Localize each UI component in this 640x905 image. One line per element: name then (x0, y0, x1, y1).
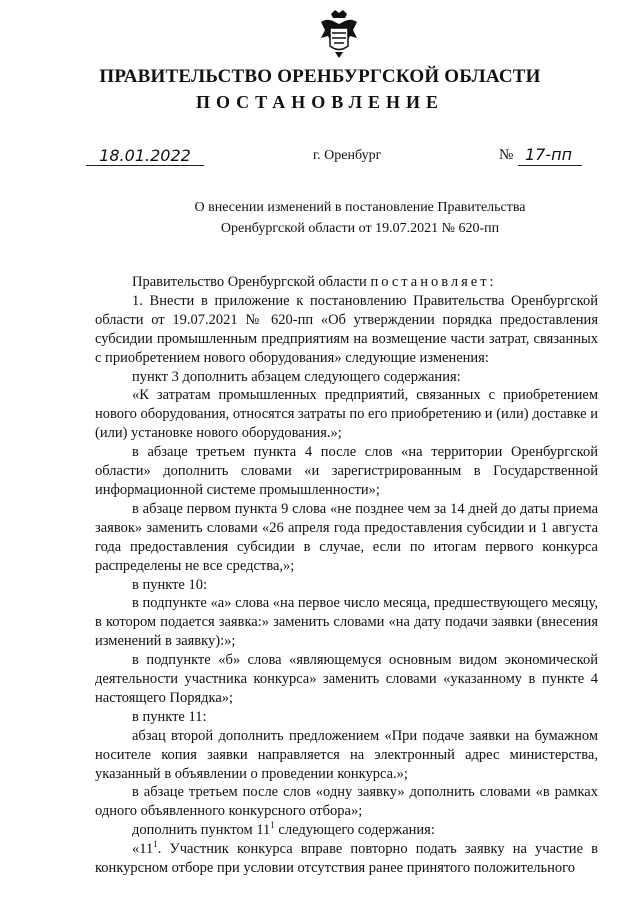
number-label: № (499, 147, 514, 163)
paragraph: пункт 3 дополнить абзацем следующего содержания: (132, 368, 461, 385)
paragraph (95, 840, 598, 878)
paragraph: «К затратам промышленных предприятий, связанных с приобретением нового оборудования, относятся затраты по его приобретению и (или) доставке и (или) установке нового оборудования.»; (95, 387, 598, 442)
document-type: ПОСТАНОВЛЕНИЕ (195, 92, 445, 112)
document-date: 18.01.2022 (99, 146, 191, 165)
document-body (95, 273, 598, 878)
paragraph (95, 273, 598, 292)
paragraph-text: . Участник конкурса вправе повторно подать заявку на участие в конкурсном отборе при условии отсутствия ранее принятого положительного (95, 841, 598, 877)
paragraph: в абзаце третьем пункта 4 после слов «на территории Оренбургской области» дополнить словами «и зарегистрированным в Государственной информационной системе промышленности»; (95, 444, 598, 498)
spaced-word: постановляет: (370, 274, 497, 290)
coat-of-arms-emblem (317, 8, 361, 60)
paragraph: в пункте 10: (132, 576, 208, 593)
paragraph: 1. Внести в приложение к постановлению Правительства Оренбургской области от 19.07.2021 № 620-пп «Об утверждении порядка предоставления субсидии промышленным предприятиям на возмещение части затрат, связанных с приобретением нового оборудования» следующие изменения: (95, 292, 598, 366)
paragraph: абзац второй дополнить предложением «При подаче заявки на бумажном носителе копия заявки направляется на электронный адрес министерства, указанный в объявлении о проведении конкурса.»; (95, 727, 598, 782)
superscript: 1 (153, 839, 158, 850)
paragraph: в подпункте «б» слова «являющемуся основным видом экономической деятельности участника конкурса» заменить словами «указанному в пункте 4 настоящего Порядка»; (95, 652, 598, 706)
superscript: 1 (270, 820, 275, 831)
paragraph: в пункте 11: (132, 708, 207, 725)
document-number: 17-пп (525, 145, 573, 164)
subject-line: О внесении изменений в постановление Правительства (194, 200, 526, 215)
paragraph: в подпункте «а» слова «на первое число месяца, предшествующего месяцу, в котором подается заявка:» заменить словами «на дату подачи заявки (внесения изменений в заявку):»; (95, 595, 598, 650)
paragraph-text: следующего содержания: (274, 822, 435, 839)
subject-line: Оренбургской области от 19.07.2021 № 620-пп (220, 221, 500, 236)
paragraph-text: «11 (132, 841, 154, 858)
document-city: г. Оренбург (313, 148, 382, 163)
paragraph: в абзаце первом пункта 9 слова «не позднее чем за 14 дней до даты приема заявок» заменить словами «26 апреля года предоставления субсидии и 1 августа года предоставления субсидии в случае, если по итогам первого конкурса распределены не все средства,»; (95, 500, 598, 574)
paragraph-text: дополнить пунктом 11 (132, 822, 271, 839)
paragraph: в абзаце третьем после слов «одну заявку» дополнить словами «в рамках одного объявленного конкурсного отбора»; (95, 784, 598, 820)
organization-title: ПРАВИТЕЛЬСТВО ОРЕНБУРГСКОЙ ОБЛАСТИ (99, 66, 541, 87)
date-underline (86, 165, 204, 166)
document-subject (160, 197, 560, 239)
number-underline (518, 165, 582, 166)
paragraph (95, 821, 598, 840)
paragraph-text: Правительство Оренбургской области (132, 274, 371, 290)
